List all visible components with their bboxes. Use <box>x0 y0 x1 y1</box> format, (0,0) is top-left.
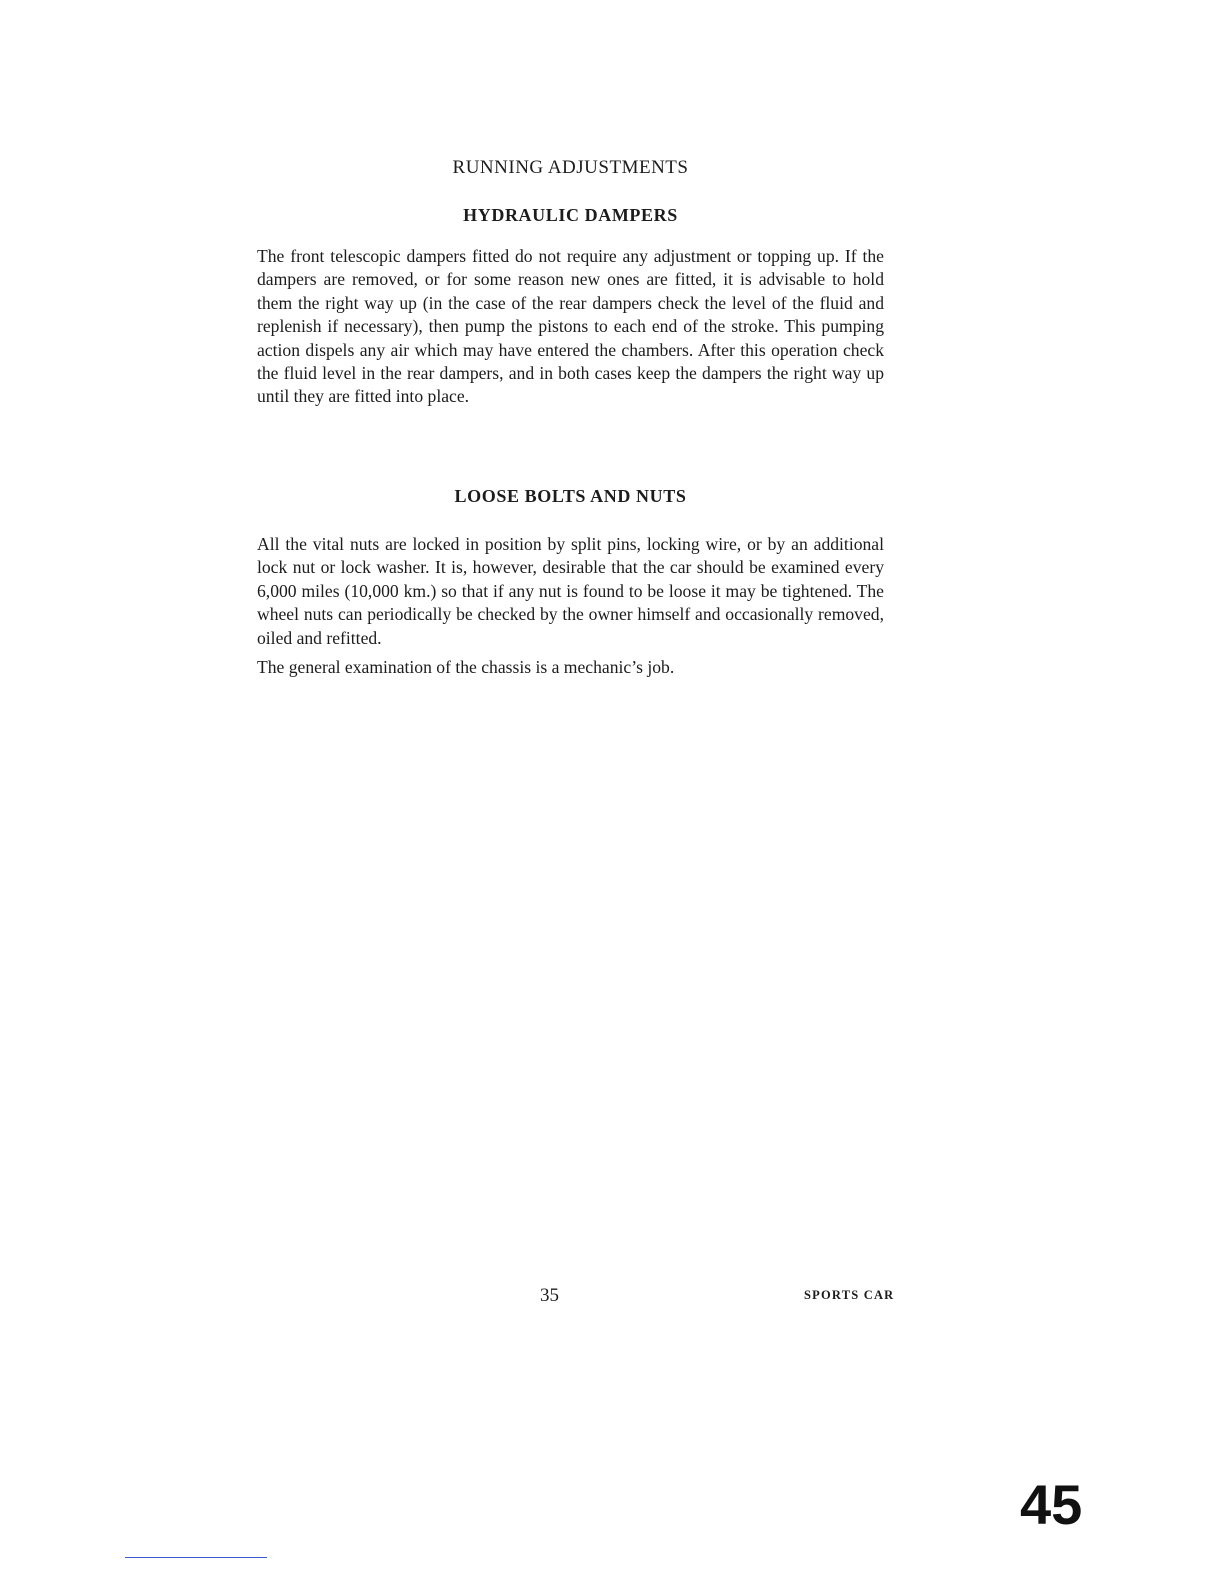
section-heading-loose-bolts: LOOSE BOLTS AND NUTS <box>454 486 687 506</box>
section-heading-hydraulic-dampers: HYDRAULIC DAMPERS <box>463 205 678 225</box>
paragraph-general-examination: The general examination of the chassis is a mechanic’s job. <box>257 657 675 677</box>
paragraph-loose-bolts: All the vital nuts are locked in position by split pins, locking wire, or by an additional lock nut or lock washer. It is, however, desirable that the car should be examined every 6,000 miles (10,000 km.) so that if any nut is found to be loose it may be tightened. The wheel nuts can periodically be checked by the owner himself and occasionally removed, oiled and refitted. <box>257 534 884 648</box>
running-footer-title: SPORTS CAR <box>804 1288 895 1302</box>
scan-page-number: 45 <box>1020 1473 1083 1536</box>
chapter-title: RUNNING ADJUSTMENTS <box>452 157 689 178</box>
paragraph-hydraulic-dampers: The front telescopic dampers fitted do not require any adjustment or topping up. If the dampers are removed, or for some reason new ones are fitted, it is advisable to hold them the right way up (in the case of the rear dampers check the level of the fluid and replenish if necessary), then pump the pistons to each end of the stroke. This pumping action dispels any air which may have entered the chambers. After this operation check the fluid level in the rear dampers, and in both cases keep the dampers the right way up until they are fitted into place. <box>257 246 884 407</box>
scan-divider-rule <box>125 1557 267 1558</box>
page-number: 35 <box>540 1285 559 1306</box>
